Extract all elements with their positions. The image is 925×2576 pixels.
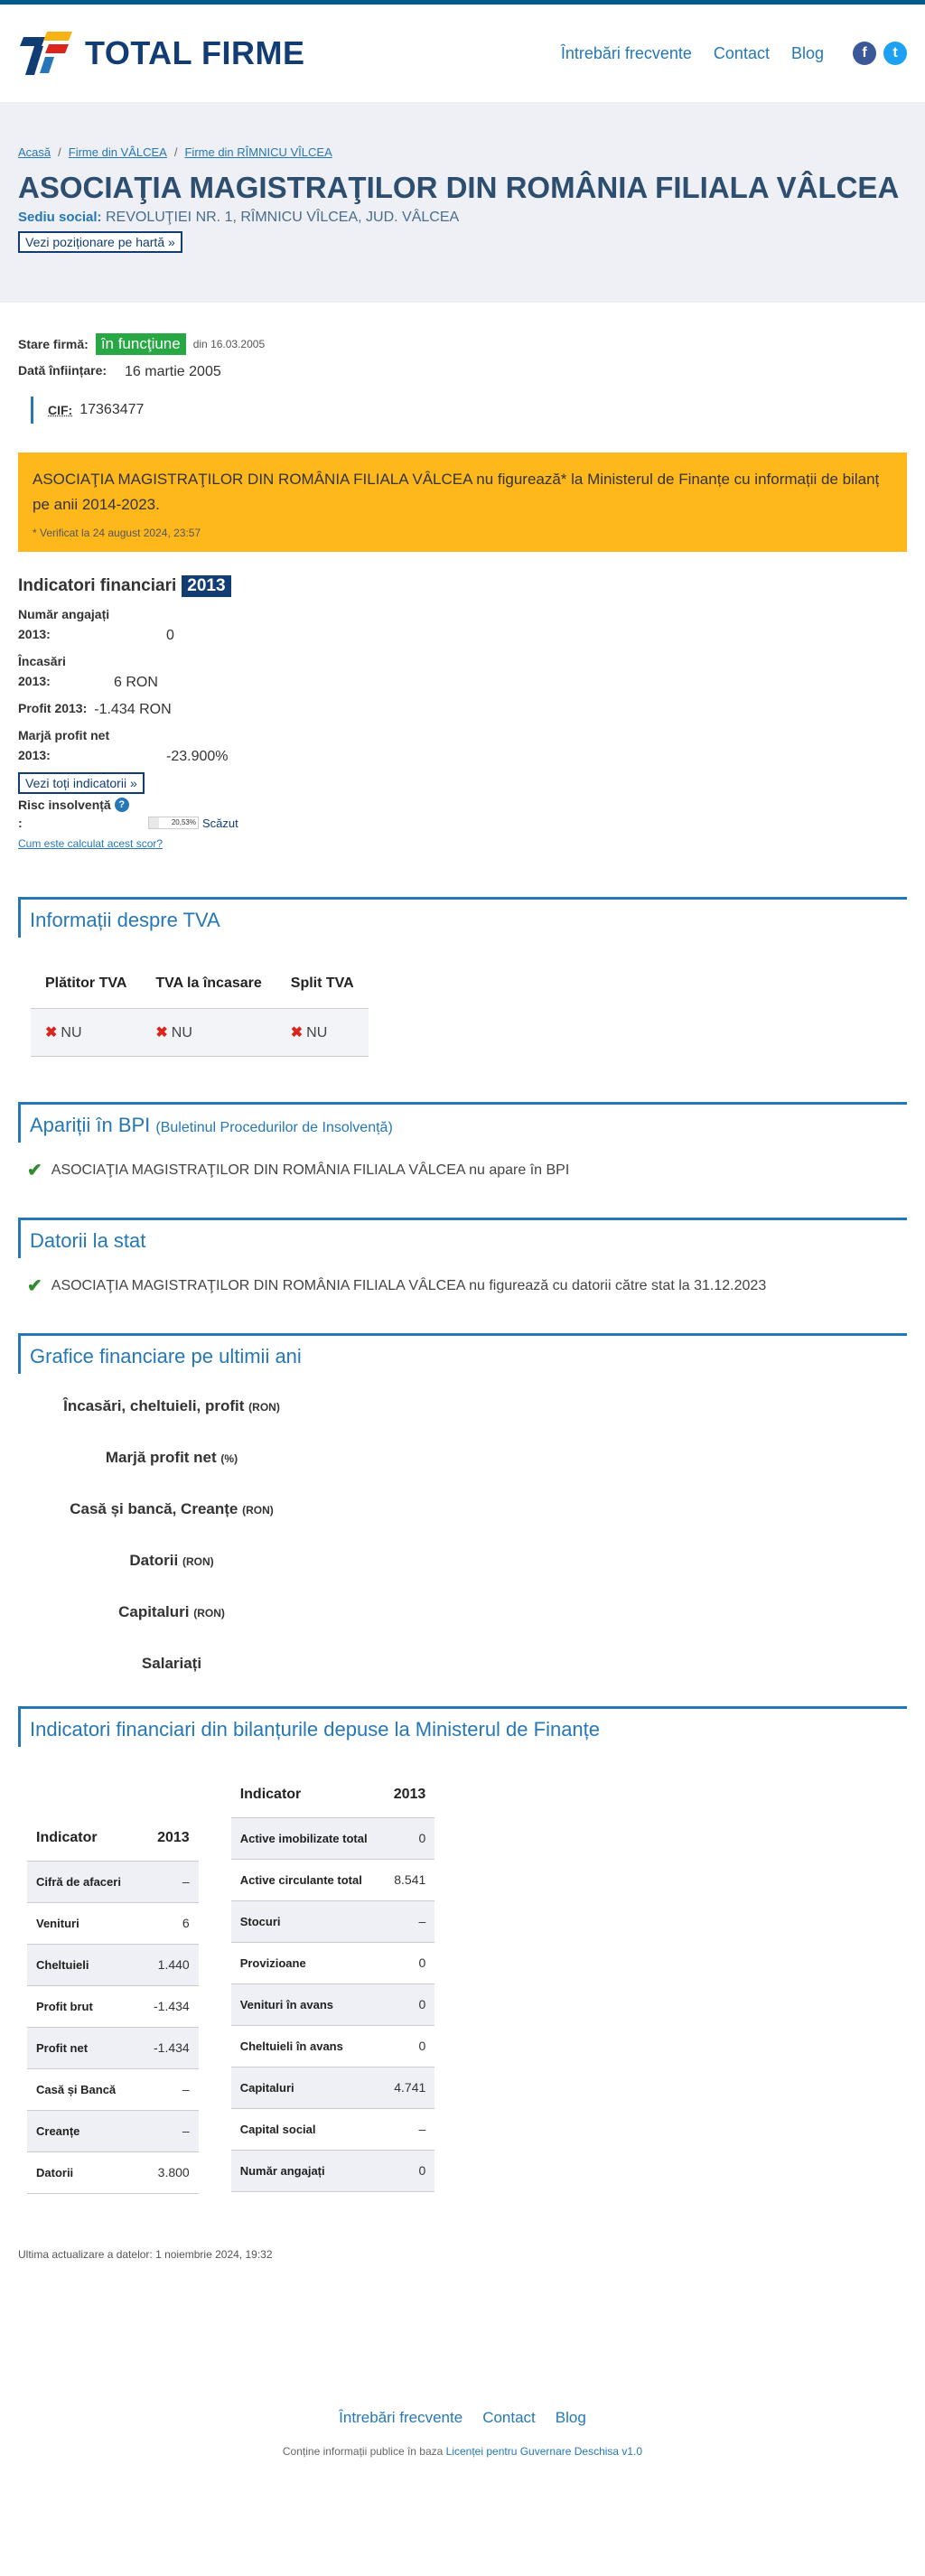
- indicator-value: 3.800: [145, 2152, 199, 2194]
- table-row: [231, 1818, 435, 1860]
- founded-label: Dată înființare:: [18, 363, 107, 378]
- all-indicators-button[interactable]: Vezi toți indicatorii »: [18, 772, 145, 794]
- chart-unit: (RON): [193, 1607, 225, 1619]
- table-row: [231, 1984, 435, 2026]
- employees-label: Număr angajați 2013:: [18, 607, 110, 641]
- risk-colon: :: [18, 816, 23, 830]
- check-icon: ✔: [27, 1161, 42, 1181]
- charts-list: [18, 1374, 907, 1706]
- financials-title: Indicatori financiari din bilanțurile depuse la Ministerul de Finanțe: [18, 1709, 907, 1747]
- risk-level: Scăzut: [202, 816, 238, 830]
- bpi-status: [18, 1143, 907, 1181]
- tva-title: Informații despre TVA: [18, 900, 907, 938]
- chart-title: [18, 1655, 325, 1706]
- chart-title-text: Casă și bancă, Creanțe: [70, 1500, 238, 1517]
- indicator-name: Stocuri: [231, 1901, 385, 1943]
- debts-section: [18, 1218, 907, 1297]
- tva-value: NU: [61, 1025, 82, 1041]
- table-row: [27, 2069, 199, 2111]
- warning-text: ASOCIAŢIA MAGISTRAŢILOR DIN ROMÂNIA FILIALA VÂLCEA nu figurează* la Ministerul de Finanțe cu informații de bilanț pe anii 2014-2023.: [33, 471, 880, 513]
- table-row: [231, 1860, 435, 1901]
- twitter-icon[interactable]: t: [883, 42, 907, 65]
- chart-title: [18, 1603, 325, 1655]
- chart-title-text: Capitaluri: [118, 1603, 190, 1620]
- indicator-value: -1.434: [145, 2028, 199, 2069]
- bpi-title-text: Apariții în BPI: [30, 1114, 151, 1136]
- risk-gauge: [148, 817, 199, 829]
- revenue-label: Încasări 2013:: [18, 654, 66, 688]
- tva-cell: [141, 1009, 276, 1057]
- bpi-section: [18, 1102, 907, 1181]
- help-icon[interactable]: ?: [115, 798, 129, 812]
- indicator-name: Cifră de afaceri: [27, 1862, 145, 1903]
- indicator-value: –: [385, 1901, 435, 1943]
- indicator-profit: [18, 698, 907, 718]
- founded-value: 16 martie 2005: [125, 364, 221, 379]
- revenue-value: 6 RON: [114, 675, 158, 690]
- table-row: [27, 1986, 199, 2028]
- breadcrumb-home[interactable]: Acasă: [18, 145, 51, 159]
- chart-title-text: Marjă profit net: [105, 1449, 217, 1466]
- debts-status: [18, 1258, 907, 1297]
- cross-icon: ✖: [290, 1025, 304, 1041]
- footer-blog[interactable]: Blog: [555, 2409, 586, 2426]
- table-row: [27, 1862, 199, 1903]
- indicator-revenue: [18, 651, 907, 691]
- license-link[interactable]: Licenței pentru Guvernare Deschisa v1.0: [445, 2445, 643, 2458]
- chart-unit: (RON): [182, 1555, 214, 1568]
- nav-blog[interactable]: Blog: [790, 43, 824, 62]
- risk-gauge-fill: [149, 817, 159, 828]
- risk-value-row: [18, 816, 907, 830]
- financials-header: Indicator: [231, 1774, 385, 1818]
- indicator-value: 0: [385, 1984, 435, 2026]
- chart-title: [18, 1500, 325, 1552]
- address-label: Sediu social:: [18, 210, 102, 225]
- indicator-value: 0: [385, 2026, 435, 2067]
- indicator-name: Profit net: [27, 2028, 145, 2069]
- indicator-name: Venituri: [27, 1903, 145, 1945]
- table-row: [231, 2109, 435, 2151]
- indicator-name: Provizioane: [231, 1943, 385, 1984]
- main-nav: [561, 42, 907, 65]
- risk-row: [18, 798, 907, 812]
- tva-table: [31, 963, 369, 1057]
- debts-text: ASOCIAŢIA MAGISTRAŢILOR DIN ROMÂNIA FILIALA VÂLCEA nu figurează cu datorii către stat la 31.12.2023: [51, 1277, 767, 1293]
- risk-calc-link[interactable]: Cum este calculat acest scor?: [18, 837, 164, 850]
- charts-title: Grafice financiare pe ultimii ani: [18, 1336, 907, 1374]
- indicator-name: Profit brut: [27, 1986, 145, 2028]
- indicator-value: 4.741: [385, 2067, 435, 2109]
- site-header: [0, 5, 925, 102]
- indicator-value: 0: [385, 2151, 435, 2192]
- indicator-value: 1.440: [145, 1945, 199, 1986]
- margin-value: -23.900%: [166, 749, 229, 764]
- table-row: [231, 1901, 435, 1943]
- tva-header: Plătitor TVA: [31, 963, 141, 1009]
- indicator-value: 8.541: [385, 1860, 435, 1901]
- table-row: [231, 1943, 435, 1984]
- cif-box: [31, 397, 907, 424]
- tva-value: NU: [306, 1025, 328, 1041]
- financials-table-left: [27, 1817, 199, 2194]
- financials-table-right: [231, 1774, 435, 2192]
- bpi-title: [18, 1105, 907, 1143]
- indicator-name: Cheltuieli: [27, 1945, 145, 1986]
- indicator-name: Cheltuieli în avans: [231, 2026, 385, 2067]
- license-note: [18, 2445, 907, 2458]
- chart-unit: (RON): [242, 1504, 274, 1517]
- indicator-name: Capital social: [231, 2109, 385, 2151]
- indicator-value: 0: [385, 1943, 435, 1984]
- company-hero: [0, 102, 925, 303]
- nav-faq[interactable]: Întrebări frecvente: [560, 43, 692, 62]
- chart-unit: (RON): [248, 1401, 280, 1414]
- chart-title-text: Datorii: [129, 1552, 179, 1569]
- tva-value: NU: [171, 1025, 192, 1041]
- indicator-value: –: [145, 1862, 199, 1903]
- profit-label: Profit 2013:: [18, 701, 88, 715]
- charts-section: [18, 1333, 907, 1706]
- social-links: [853, 42, 907, 65]
- indicator-name: Venituri în avans: [231, 1984, 385, 2026]
- indicator-name: Număr angajați: [231, 2151, 385, 2192]
- cross-icon: ✖: [45, 1025, 58, 1041]
- risk-label: Risc insolvență: [18, 798, 111, 812]
- indicator-value: -1.434: [145, 1986, 199, 2028]
- chart-title-text: Încasări, cheltuieli, profit: [63, 1397, 245, 1414]
- breadcrumb-separator: /: [173, 145, 178, 159]
- bpi-subtitle: (Buletinul Procedurilor de Insolvență): [155, 1120, 393, 1135]
- indicator-value: 0: [385, 1818, 435, 1860]
- logo-mark-icon: [18, 28, 76, 79]
- indicator-value: 6: [145, 1903, 199, 1945]
- status-row: [18, 333, 907, 355]
- employees-value: 0: [166, 628, 174, 643]
- company-address: [18, 210, 907, 226]
- chart-title-text: Salariați: [141, 1655, 202, 1672]
- year-badge: 2013: [182, 575, 230, 597]
- footer-nav: [18, 2409, 907, 2427]
- financials-tables: [27, 1774, 907, 2194]
- financials-header: 2013: [385, 1774, 435, 1818]
- table-row: [27, 1903, 199, 1945]
- breadcrumb-county[interactable]: Firme din VÂLCEA: [68, 145, 167, 159]
- profit-value: -1.434 RON: [94, 702, 172, 717]
- indicator-name: Datorii: [27, 2152, 145, 2194]
- footer-faq[interactable]: Întrebări frecvente: [339, 2409, 463, 2426]
- breadcrumb-city[interactable]: Firme din RÎMNICU VÎLCEA: [184, 145, 332, 159]
- chart-title: [18, 1449, 325, 1500]
- indicator-name: Active circulante total: [231, 1860, 385, 1901]
- financials-section: [18, 1706, 907, 2194]
- breadcrumb: [18, 145, 907, 159]
- bpi-text: ASOCIAŢIA MAGISTRAŢILOR DIN ROMÂNIA FILIALA VÂLCEA nu apare în BPI: [51, 1162, 570, 1178]
- tva-section: [18, 897, 907, 1057]
- status-label: Stare firmă:: [18, 337, 89, 351]
- table-row: [231, 2026, 435, 2067]
- indicator-name: Active imobilizate total: [231, 1818, 385, 1860]
- tva-header: Split TVA: [276, 963, 369, 1009]
- indicator-name: Creanțe: [27, 2111, 145, 2152]
- risk-link-wrap: [18, 835, 907, 852]
- page-title: ASOCIAŢIA MAGISTRAŢILOR DIN ROMÂNIA FILIALA VÂLCEA: [18, 171, 900, 204]
- financials-header: Indicator: [27, 1817, 145, 1862]
- logo-text: TOTAL FIRME: [85, 34, 305, 71]
- indicator-value: –: [145, 2069, 199, 2111]
- warning-verified: * Verificat la 24 august 2024, 23:57: [33, 527, 201, 539]
- facebook-icon[interactable]: f: [853, 42, 876, 65]
- cif-label: CIF:: [48, 403, 73, 417]
- table-row: [27, 1945, 199, 1986]
- check-icon: ✔: [27, 1276, 42, 1296]
- tva-header: TVA la încasare: [141, 963, 276, 1009]
- logo[interactable]: [18, 28, 305, 79]
- cif-value: 17363477: [79, 402, 145, 417]
- debts-title: Datorii la stat: [18, 1220, 907, 1258]
- table-row: [27, 2028, 199, 2069]
- founded-row: [18, 360, 907, 380]
- license-prefix: Conține informații publice în baza: [282, 2445, 444, 2458]
- map-button[interactable]: Vezi poziționare pe hartă »: [18, 231, 182, 253]
- indicator-name: Casă și Bancă: [27, 2069, 145, 2111]
- breadcrumb-separator: /: [58, 145, 61, 159]
- chart-unit: (%): [220, 1452, 238, 1465]
- table-row: [27, 2152, 199, 2194]
- risk-gauge-value: 20,53%: [171, 818, 196, 826]
- indicator-margin: [18, 725, 907, 765]
- cross-icon: ✖: [155, 1025, 168, 1041]
- margin-label: Marjă profit net 2013:: [18, 728, 110, 762]
- indicators-title: [18, 575, 907, 597]
- indicators-heading: Indicatori financiari: [18, 576, 177, 595]
- status-since: din 16.03.2005: [192, 338, 266, 350]
- indicator-value: –: [145, 2111, 199, 2152]
- indicator-employees: [18, 604, 907, 644]
- table-row: [231, 2151, 435, 2192]
- financials-header: 2013: [145, 1817, 199, 1862]
- nav-contact[interactable]: Contact: [713, 43, 770, 62]
- indicator-name: Capitaluri: [231, 2067, 385, 2109]
- tva-cell: [276, 1009, 369, 1057]
- main-content: [0, 303, 925, 2458]
- tva-cell: [31, 1009, 141, 1057]
- address-value: REVOLUŢIEI NR. 1, RÎMNICU VÎLCEA, JUD. VÂLCEA: [105, 210, 460, 225]
- last-update: Ultima actualizare a datelor: 1 noiembrie 2024, 19:32: [18, 2248, 273, 2261]
- indicator-value: –: [385, 2109, 435, 2151]
- status-badge: în funcţiune: [96, 333, 186, 355]
- table-row: [27, 2111, 199, 2152]
- chart-title: [18, 1397, 325, 1449]
- chart-title: [18, 1552, 325, 1603]
- footer-contact[interactable]: Contact: [482, 2409, 536, 2426]
- table-row: [231, 2067, 435, 2109]
- warning-box: [18, 453, 907, 552]
